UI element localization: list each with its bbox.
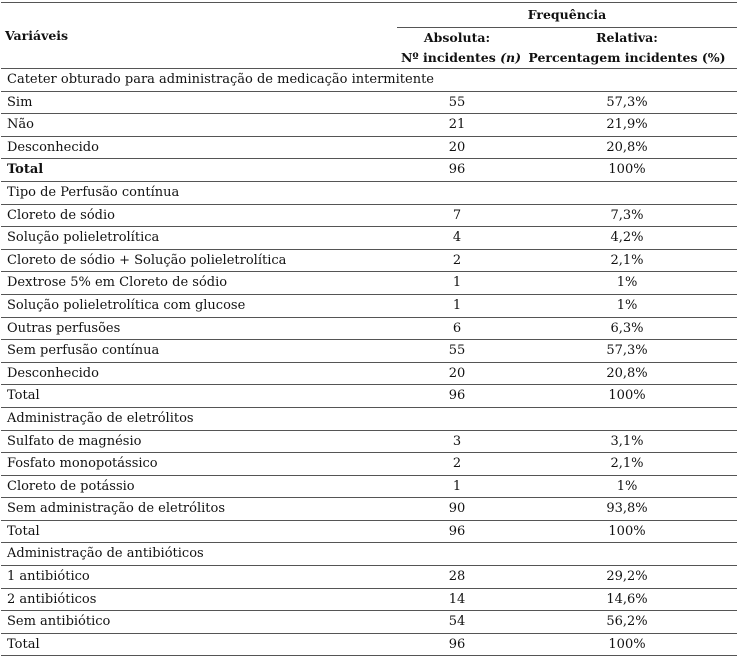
group-label: Cateter obturado para administração de medicação intermitente — [1, 69, 737, 92]
row-label: Sem antibiótico — [1, 611, 397, 634]
table-row — [1, 498, 737, 521]
row-relative: 100% — [517, 385, 737, 408]
row-relative: 1% — [517, 294, 737, 317]
row-absolute: 96 — [397, 159, 517, 182]
row-absolute: 96 — [397, 385, 517, 408]
row-relative: 3,1% — [517, 430, 737, 453]
header-variables: Variáveis — [5, 27, 69, 43]
row-label: Total — [1, 633, 397, 656]
row-relative: 29,2% — [517, 566, 737, 589]
header-relative-line1: Relativa: — [596, 30, 658, 45]
row-label: Sulfato de magnésio — [1, 430, 397, 453]
row-absolute: 1 — [397, 272, 517, 295]
row-absolute: 54 — [397, 611, 517, 634]
row-absolute: 90 — [397, 498, 517, 521]
row-relative: 100% — [517, 159, 737, 182]
row-relative: 21,9% — [517, 114, 737, 137]
header-absolute-line2 — [397, 48, 522, 69]
row-relative: 57,3% — [517, 91, 737, 114]
row-label: 1 antibiótico — [1, 566, 397, 589]
row-label: Cloreto de potássio — [1, 475, 397, 498]
table-body — [1, 69, 737, 656]
row-relative: 6,3% — [517, 317, 737, 340]
table-row — [1, 588, 737, 611]
row-absolute: 4 — [397, 227, 517, 250]
row-relative: 1% — [517, 272, 737, 295]
group-row — [1, 407, 737, 430]
row-relative: 100% — [517, 633, 737, 656]
row-absolute: 21 — [397, 114, 517, 137]
row-absolute: 1 — [397, 475, 517, 498]
table-row — [1, 294, 737, 317]
row-label: Desconhecido — [1, 136, 397, 159]
row-label: Dextrose 5% em Cloreto de sódio — [1, 272, 397, 295]
table-row — [1, 272, 737, 295]
row-label: Solução polieletrolítica com glucose — [1, 294, 397, 317]
row-label: Cloreto de sódio — [1, 204, 397, 227]
row-label: 2 antibióticos — [1, 588, 397, 611]
row-relative: 56,2% — [517, 611, 737, 634]
group-row — [1, 543, 737, 566]
table-row — [1, 317, 737, 340]
row-absolute: 7 — [397, 204, 517, 227]
table-row — [1, 159, 737, 182]
row-label: Total — [1, 520, 397, 543]
header-absolute-italic: (n) — [500, 50, 522, 65]
table-row — [1, 633, 737, 656]
row-relative: 20,8% — [517, 136, 737, 159]
row-label: Não — [1, 114, 397, 137]
row-absolute: 28 — [397, 566, 517, 589]
row-absolute: 96 — [397, 633, 517, 656]
header-relative-line2: Percentagem incidentes (%) — [528, 50, 726, 65]
group-label: Tipo de Perfusão contínua — [1, 181, 737, 204]
table-row — [1, 227, 737, 250]
table-row — [1, 520, 737, 543]
table-row — [1, 136, 737, 159]
row-label: Total — [1, 159, 397, 182]
row-absolute: 20 — [397, 362, 517, 385]
row-relative: 20,8% — [517, 362, 737, 385]
row-relative: 2,1% — [517, 453, 737, 476]
table-row — [1, 362, 737, 385]
row-label: Outras perfusões — [1, 317, 397, 340]
row-absolute: 1 — [397, 294, 517, 317]
row-absolute: 2 — [397, 453, 517, 476]
table-row — [1, 385, 737, 408]
frequency-table — [1, 2, 737, 656]
row-absolute: 55 — [397, 91, 517, 114]
row-absolute: 20 — [397, 136, 517, 159]
table-row — [1, 114, 737, 137]
group-label: Administração de eletrólitos — [1, 407, 737, 430]
row-absolute: 6 — [397, 317, 517, 340]
row-relative: 1% — [517, 475, 737, 498]
row-absolute: 55 — [397, 340, 517, 363]
row-label: Sem perfusão contínua — [1, 340, 397, 363]
group-row — [1, 181, 737, 204]
table-row — [1, 204, 737, 227]
row-absolute: 14 — [397, 588, 517, 611]
row-relative: 100% — [517, 520, 737, 543]
row-relative: 14,6% — [517, 588, 737, 611]
row-label: Cloreto de sódio + Solução polieletrolítica — [1, 249, 397, 272]
header-frequency: Frequência — [397, 3, 737, 28]
group-row — [1, 69, 737, 92]
row-label: Sem administração de eletrólitos — [1, 498, 397, 521]
row-relative: 57,3% — [517, 340, 737, 363]
table-row — [1, 475, 737, 498]
row-absolute: 3 — [397, 430, 517, 453]
table-header — [1, 3, 737, 69]
row-relative: 93,8% — [517, 498, 737, 521]
table-row — [1, 91, 737, 114]
row-relative: 4,2% — [517, 227, 737, 250]
row-label: Sim — [1, 91, 397, 114]
table-row — [1, 340, 737, 363]
table-row — [1, 430, 737, 453]
row-absolute: 96 — [397, 520, 517, 543]
row-absolute: 2 — [397, 249, 517, 272]
row-relative: 7,3% — [517, 204, 737, 227]
row-label: Fosfato monopotássico — [1, 453, 397, 476]
header-absolute-line1: Absoluta: — [423, 30, 491, 45]
table-row — [1, 566, 737, 589]
row-label: Solução polieletrolítica — [1, 227, 397, 250]
table-row — [1, 611, 737, 634]
row-label: Desconhecido — [1, 362, 397, 385]
group-label: Administração de antibióticos — [1, 543, 737, 566]
table-row — [1, 249, 737, 272]
header-absolute-prefix: Nº incidentes — [401, 50, 501, 65]
table-row — [1, 453, 737, 476]
row-label: Total — [1, 385, 397, 408]
row-relative: 2,1% — [517, 249, 737, 272]
